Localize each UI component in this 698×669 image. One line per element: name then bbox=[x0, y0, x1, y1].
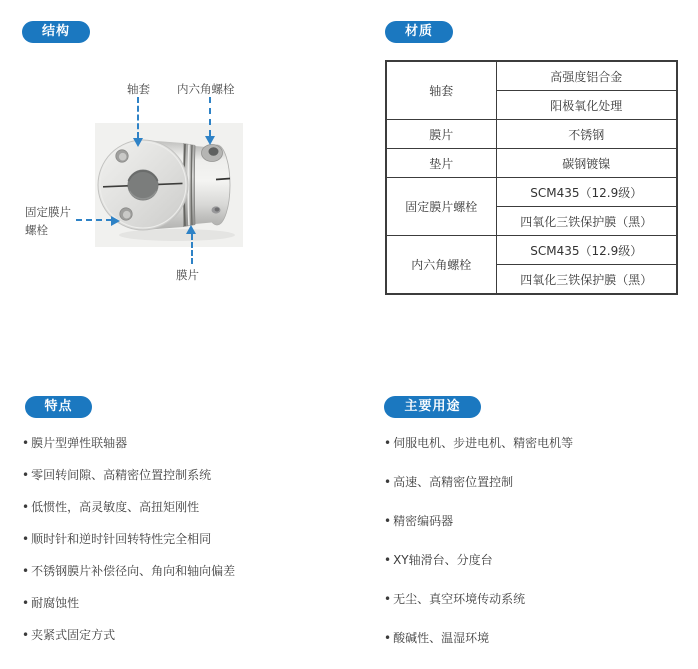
feature-text: 零回转间隙、高精密位置控制系统 bbox=[31, 468, 212, 482]
application-text: XY轴滑台、分度台 bbox=[393, 553, 493, 567]
bullet-icon: • bbox=[22, 468, 30, 482]
application-text: 酸碱性、温湿环境 bbox=[393, 631, 490, 645]
list-item bbox=[384, 552, 684, 569]
list-item bbox=[384, 591, 684, 608]
arrow-down-icon bbox=[133, 138, 143, 147]
bullet-icon: • bbox=[22, 596, 30, 610]
list-item bbox=[22, 435, 352, 452]
bullet-icon: • bbox=[22, 532, 30, 546]
bullet-icon: • bbox=[384, 553, 392, 567]
material-value: 四氧化三铁保护膜（黑） bbox=[496, 265, 677, 295]
material-value: 高强度铝合金 bbox=[496, 61, 677, 91]
arrow-up-icon bbox=[186, 225, 196, 234]
bullet-icon: • bbox=[384, 631, 392, 645]
fixing-bolt-label-line2: 螺栓 bbox=[25, 223, 48, 237]
coupling-illustration bbox=[95, 123, 243, 247]
arrow-right-icon bbox=[111, 216, 120, 226]
material-value: 不锈钢 bbox=[496, 120, 677, 149]
bullet-icon: • bbox=[384, 475, 392, 489]
feature-text: 夹紧式固定方式 bbox=[31, 628, 116, 642]
material-section-badge: 材质 bbox=[385, 21, 453, 43]
bullet-icon: • bbox=[22, 564, 30, 578]
hex-bolt-leader-line bbox=[209, 97, 211, 136]
list-item bbox=[22, 563, 352, 580]
features-list bbox=[22, 435, 352, 659]
table-row bbox=[386, 120, 677, 149]
material-part-name: 内六角螺栓 bbox=[386, 236, 496, 295]
table-row bbox=[386, 178, 677, 207]
list-item bbox=[22, 595, 352, 612]
feature-text: 低惯性，高灵敏度、高扭矩刚性 bbox=[31, 500, 200, 514]
feature-text: 顺时针和逆时针回转特性完全相同 bbox=[31, 532, 212, 546]
material-value: 四氧化三铁保护膜（黑） bbox=[496, 207, 677, 236]
list-item bbox=[384, 513, 684, 530]
list-item bbox=[22, 531, 352, 548]
bullet-icon: • bbox=[384, 592, 392, 606]
list-item bbox=[384, 435, 684, 452]
hex-bolt-label: 内六角螺栓 bbox=[177, 82, 235, 96]
diaphragm-label: 膜片 bbox=[176, 268, 199, 282]
fixing-bolt-label-line1: 固定膜片 bbox=[25, 205, 71, 219]
material-part-name: 膜片 bbox=[386, 120, 496, 149]
table-row bbox=[386, 61, 677, 91]
bullet-icon: • bbox=[384, 514, 392, 528]
material-part-name: 轴套 bbox=[386, 61, 496, 120]
sleeve-label: 轴套 bbox=[127, 82, 150, 96]
features-section-badge: 特点 bbox=[25, 396, 92, 418]
material-value: SCM435（12.9级） bbox=[496, 236, 677, 265]
list-item bbox=[384, 630, 684, 647]
feature-text: 不锈钢膜片补偿径向、角向和轴向偏差 bbox=[31, 564, 236, 578]
list-item bbox=[384, 474, 684, 491]
application-text: 伺服电机、步进电机、精密电机等 bbox=[393, 436, 574, 450]
list-item bbox=[22, 627, 352, 644]
table-row bbox=[386, 149, 677, 178]
arrow-down-icon bbox=[205, 136, 215, 145]
sleeve-leader-line bbox=[137, 97, 139, 138]
material-value: SCM435（12.9级） bbox=[496, 178, 677, 207]
bullet-icon: • bbox=[384, 436, 392, 450]
application-text: 无尘、真空环境传动系统 bbox=[393, 592, 526, 606]
material-part-name: 垫片 bbox=[386, 149, 496, 178]
feature-text: 膜片型弹性联轴器 bbox=[31, 436, 128, 450]
material-value: 阳极氧化处理 bbox=[496, 91, 677, 120]
material-part-name: 固定膜片螺栓 bbox=[386, 178, 496, 236]
fixing-diaphragm-bolt-label bbox=[25, 203, 71, 239]
table-row bbox=[386, 236, 677, 265]
feature-text: 耐腐蚀性 bbox=[31, 596, 80, 610]
list-item bbox=[22, 467, 352, 484]
application-text: 精密编码器 bbox=[393, 514, 454, 528]
applications-list bbox=[384, 435, 684, 669]
fixing-bolt-leader-line bbox=[76, 219, 112, 221]
bullet-icon: • bbox=[22, 500, 30, 514]
bullet-icon: • bbox=[22, 628, 30, 642]
applications-section-badge: 主要用途 bbox=[384, 396, 481, 418]
structure-section-badge: 结构 bbox=[22, 21, 90, 43]
coupling-product-photo bbox=[95, 123, 243, 247]
diaphragm-leader-line bbox=[191, 234, 193, 264]
list-item bbox=[22, 499, 352, 516]
material-value: 碳钢镀镍 bbox=[496, 149, 677, 178]
material-table bbox=[385, 60, 678, 295]
application-text: 高速、高精密位置控制 bbox=[393, 475, 514, 489]
bullet-icon: • bbox=[22, 436, 30, 450]
